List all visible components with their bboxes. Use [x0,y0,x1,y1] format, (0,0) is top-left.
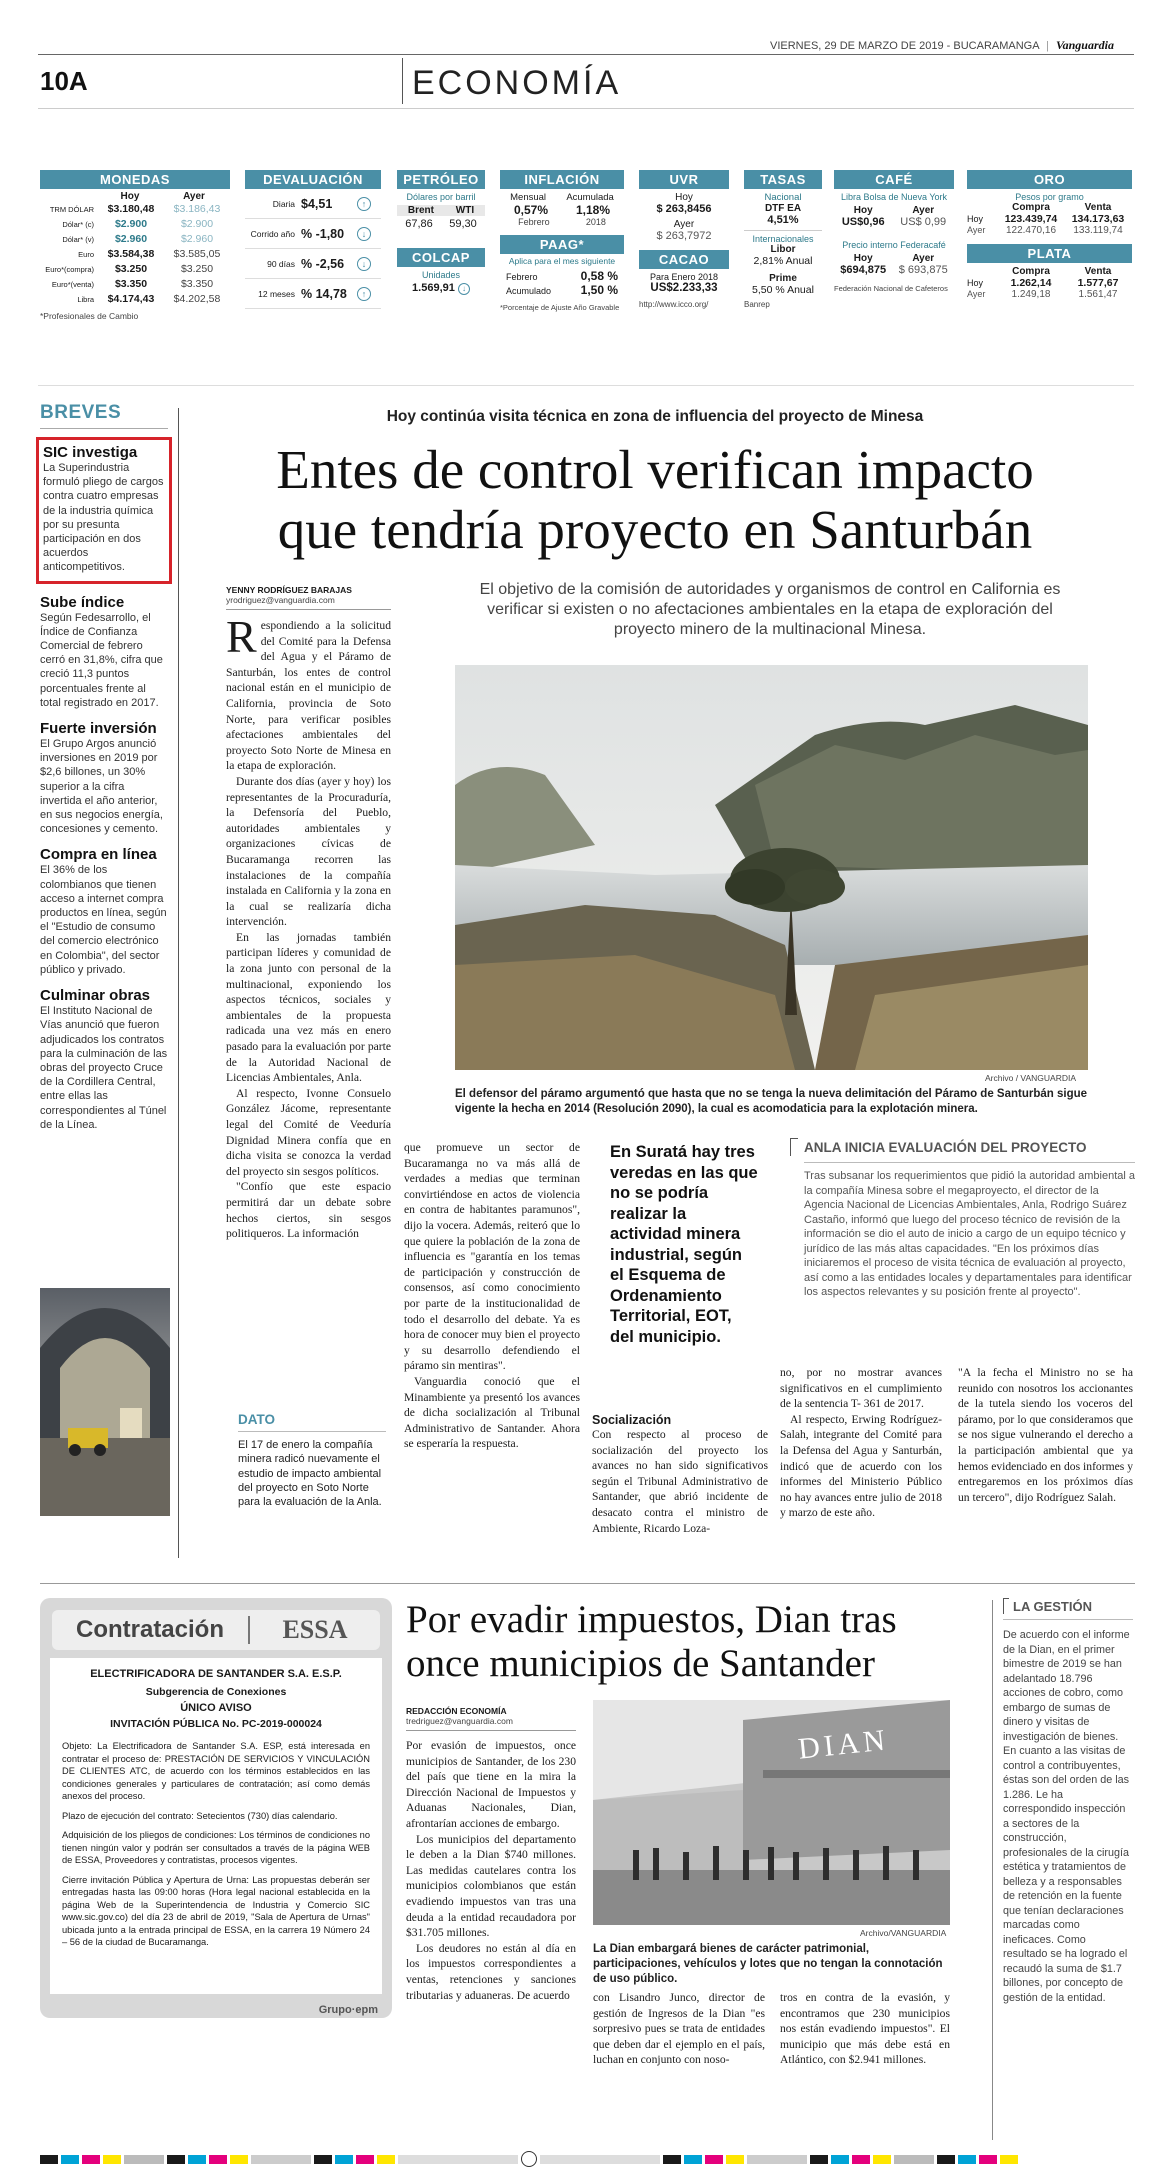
cacao-header: CACAO [639,250,729,269]
byline [226,585,391,610]
monedas-row-ayer: $3.186,43 [173,203,221,215]
dian-photo [593,1700,950,1925]
ad-p1: Objeto: La Electrificadora de Santander S.A. ESP, está interesada en contratar el proceso de: PRESTACIÓN DE SERVICIOS Y VINCULACIÓN DE CLIENTES ATC, de acuerdo con los términos establecidos en las condiciones generales y particulares de contratación; así como demás anexos del proceso. [62,1741,370,1801]
colcap-sub: Unidades [421,270,461,280]
brief-text: El Grupo Argos anunció inversiones en 2019 por $2,6 billones, un 30% superior a la cifra invertida el año anterior, en sus negocios energía, concesiones y cemento. [40,738,163,836]
article-col-4 [780,1365,942,1521]
monedas-row [40,232,230,247]
devaluacion-row [245,219,381,249]
brief-text: El 36% de los colombianos que tienen acceso a internet compra productos en línea, según el "Estudio de consumo del comercio electrónico en Colombia", del sector público y privado. [40,864,167,976]
paragraph: De acuerdo con el informe de la Dian, en el primer bimestre de 2019 se han adelantado 18.796 acciones de cobro, como embargo de sumas de dinero y visitas de investigación de bienes. [1003,1629,1130,1743]
paragraph: Respondiendo a la solicitud del Comité para la Defensa del Agua y el Páramo de Santurbán, los entes de control nacional están en el municipio de California, provincia de Soto Norte, para verificar posibles afectaciones ambientales del proyecto Soto Norte de Minesa en la etapa de exploración. [226,611,391,773]
devaluacion-row [245,249,381,279]
monedas-row-ayer: $2.900 [180,218,214,230]
paag-acum: 1,50 % [580,283,618,297]
brief-text: La Superindustria formuló pliego de cargos contra cuatro empresas de la industria química por su presunta participación en dos acuerdos anticompetitivos. [43,462,164,574]
dian-col-3 [780,1990,950,2068]
oro-box [967,170,1132,300]
monedas-row-ayer: $3.350 [180,278,214,290]
monedas-col-hoy: Hoy [120,191,140,202]
cacao-note: http://www.icco.org/ [639,300,709,309]
col4-text [780,1365,942,1521]
brief-title: Compra en línea [40,846,157,864]
section-title: ECONOMÍA [412,64,622,102]
ad-sub: Subgerencia de Conexiones [145,1686,287,1698]
plata-hoy-venta: 1.577,67 [1077,277,1119,289]
wti-label: WTI [455,205,475,216]
cafe-header: CAFÉ [834,170,954,189]
article-deck: El objetivo de la comisión de autoridades y organismos de control en California es verificar si existen o no afectaciones ambientales en la etapa de exploración del proyecto minero de la multinacional Minesa. [479,581,1061,638]
paragraph: tros en contra de la evasión, y encontramos que 230 municipios nos están evadiendo impuestos". El municipio que más debe está en Atlántico, con $2.941 millones. [780,1991,950,2067]
cafe-int-hoy: $694,875 [840,264,887,276]
brief-item[interactable] [40,846,168,977]
dateline: VIERNES, 29 DE MARZO DE 2019 - BUCARAMANGA | Vanguardia [770,38,1114,52]
wti-value: 59,30 [449,218,477,230]
dian-byline-name: REDACCIÓN ECONOMÍA [406,1706,507,1716]
monedas-row [40,217,230,232]
paragraph: Vanguardia conoció que el Minambiente ya presentó los avances de dicha socialización al Tribunal Administrativo de Santander. Ahora se esperaría la respuesta. [404,1374,580,1451]
paragraph: Los deudores no están al día en los impuestos correspondientes a ventas, retenciones y sanciones tributarias y aduaneras. De acuerdo [406,1941,576,2002]
dian-sign: DIAN [796,1723,891,1766]
cafe-sub2: Precio interno Federacafé [842,240,946,250]
gestion-box [1003,1598,1133,2005]
ad-p4: Cierre invitación Pública y Apertura de Urna: Las propuestas deberán ser entregadas hasta las 09:00 horas (Hora legal nacional establecida en la página Web de la Superintendencia de Industria y Comercio SIC www.sic.gov.co) del día 23 de abril de 2019, "Sala de Apertura de Urnas" ubicada junto a la entrada principal de ESSA, en la carrera 19 Número 24 – 56 de la ciudad de Bucaramanga. [62,1874,370,1947]
cafe-ny-ayer: US$ 0,99 [900,216,947,228]
cafe-ny-hoy: US$0,96 [841,216,885,228]
tasas-box [744,170,822,309]
dian-photo-credit: Archivo/VANGUARDIA [860,1928,947,1938]
paragraph: no, por no mostrar avances significativos en el cumplimiento de la sentencia T- 361 de 2017. [780,1366,942,1411]
uvr-box [639,170,729,309]
paragraph: Al respecto, Erwing Rodríguez-Salah, integrante del Comité para la Defensa del Agua y Santurbán, indicó que de acuerdo con los informes del Ministerio Público no hay avances entre julio de 2018 y marzo de este año. [780,1412,942,1520]
col5-text [958,1365,1133,1505]
paag-header: PAAG* [500,235,624,254]
monedas-row [40,247,230,262]
dian-headline-line1: Por evadir impuestos, Dian tras [406,1598,897,1641]
paragraph: que promueve un sector de Bucaramanga no va más allá de verdades a medias que terminan convirtiéndose en actos de violencia en contra de habitantes paramunos", dijo la vocera. Además, reiteró que lo que quiere la población de la zona de influencia es "garantía en los temas de participación y construcción de consensos, así como conocimiento por parte de la institucionalidad de todo el desarrollo del debate. Ya es hora de conocer muy bien el proyecto y su desarrollo defendiendo el páramo sin mentiras". [404,1141,580,1373]
ad-title: Contratación [75,1616,224,1643]
cafe-int-ayer: $ 693,875 [898,264,948,276]
tasas-line2: DTF EA [764,203,802,214]
prime-label: Prime [769,273,797,284]
cafe-hoy-label: Hoy [853,205,873,216]
devaluacion-row-label: Corrido año [250,228,295,239]
brief-item[interactable] [40,987,168,1132]
ad-p3: Adquisición de los pliegos de condiciones: Los términos de condiciones no tienen ningún valor y podrán ser consultados a través de la página WEB de ESSA, Proveedores y contratistas, procesos vigentes. [62,1830,370,1865]
headline-line1: Entes de control verifican impacto [276,439,1034,500]
photo-credit: Archivo / VANGUARDIA [985,1073,1077,1083]
devaluacion-row-label: Diaria [272,198,295,209]
cafe-note: Federación Nacional de Cafeteros [834,284,948,293]
monedas-rows [40,202,230,307]
oro-hoy-label: Hoy [967,214,984,224]
monedas-row-ayer: $3.585,05 [173,248,221,260]
dateline-text: VIERNES, 29 DE MARZO DE 2019 - BUCARAMANGA [770,40,1039,52]
petroleo-box [397,170,485,295]
anla-text: Tras subsanar los requerimientos que pidió la autoridad ambiental a la compañía Minesa sobre el megaproyecto, el director de la Agencia Nacional de Licencias Ambientales, Anla, Rodrigo Suárez Castaño, informó que luego del proceso técnico de revisión de la información se dio el auto de inicio a cargo de un equipo técnico y jurídico de las más altas capacidades. "En los próximos días iniciaremos el proceso de visita técnica de evaluación al proyecto, así como a las entidades locales y departamentales para identificar los aspectos relevantes y su posición frente al proyecto". [804,1170,1136,1298]
brief-item[interactable] [36,437,172,584]
inflacion-period2: 2018 [585,217,606,227]
plata-venta-label: Venta [1084,266,1112,277]
oro-ayer-compra: 122.470,16 [1005,225,1057,236]
devaluacion-row-label: 12 meses [258,288,295,299]
monedas-row [40,277,230,292]
dian-byline-email: tredriguez@vanguardia.com [406,1716,513,1726]
tunnel-photo [40,1288,170,1516]
headline-line2: que tendría proyecto en Santurbán [277,499,1033,560]
devaluacion-row-value: $4,51 [301,196,333,211]
monedas-row-label: Euro*(compra) [45,265,94,274]
ad-unico: ÚNICO AVISO [180,1702,252,1714]
tasas-intl: Internacionales [752,234,814,244]
page-number: 10A [40,66,88,96]
photo-caption: El defensor del páramo argumentó que hasta que no se tenga la nueva delimitación del Páramo de Santurbán sigue vigente la hecha en 2014 (Resolución 2090), la cual es acomodaticia para la explotación minera. [455,1088,1088,1115]
uvr-hoy-label: Hoy [675,192,693,203]
monedas-row-label: TRM DÓLAR [49,205,94,214]
brief-text: Según Fedesarrollo, el Índice de Confianza Comercial de febrero cerró en 31,8%, cifra que creció 11,3 puntos porcentuales frente al total registrado en 2017. [40,611,163,709]
arrow-down-icon: ↓ [357,227,371,241]
plata-ayer-venta: 1.561,47 [1078,289,1118,300]
anla-title: ANLA INICIA EVALUACIÓN DEL PROYECTO [804,1139,1087,1155]
monedas-row-hoy: $3.250 [114,263,148,275]
devaluacion-row-value: % -1,80 [301,226,345,241]
brief-title: Fuerte inversión [40,720,157,738]
dato-title: DATO [238,1412,275,1427]
oro-sub: Pesos por gramo [1015,192,1084,202]
monedas-row-label: Euro [78,250,94,259]
arrow-up-icon: ↑ [357,197,371,211]
monedas-row-ayer: $2.960 [180,233,214,245]
paragraph: Con respecto al proceso de socialización del proyecto los avances no han sido significativos según el Tribunal Administrativo de Santander, que abrió incidente de desacato contra el ministro de Ambiente, Ricardo Loza- [592,1428,768,1535]
inflacion-box [500,170,624,312]
oro-ayer-venta: 133.119,74 [1073,225,1123,236]
devaluacion-row-label: 90 días [267,258,295,269]
col1-text [226,611,391,1242]
monedas-row-label: Dólar* (v) [62,235,94,244]
gestion-title: LA GESTIÓN [1013,1598,1092,1614]
inflacion-mensual: 0,57% [513,203,549,217]
devaluacion-header: DEVALUACIÓN [245,170,381,189]
paragraph: Al respecto, Ivonne Consuelo González Jácome, representante legal del Comité de Veeduría Dignidad Minera confía que en dicha visita se conozca la verdad del proyecto sin sesgos políticos. [226,1086,391,1178]
ad-company: ELECTRIFICADORA DE SANTANDER S.A. E.S.P. [90,1668,342,1680]
anla-box [790,1138,1135,1300]
arrow-down-icon: ↓ [357,257,371,271]
devaluacion-rows [245,189,381,309]
dian-col3-text [780,1990,950,2068]
oro-ayer-label: Ayer [967,225,986,235]
monedas-note: *Profesionales de Cambio [40,311,139,321]
petroleo-header: PETRÓLEO [397,170,485,189]
monedas-header: MONEDAS [40,170,230,189]
gestion-text [1003,1628,1133,2005]
dian-headline [406,1598,986,1686]
dian-col1-text [406,1738,576,2003]
tasas-dtf: 4,51% [767,214,799,226]
inflacion-period1: Febrero [518,217,550,227]
cafe-box [834,170,954,293]
oro-header: ORO [967,170,1132,189]
oro-venta-label: Venta [1084,202,1112,213]
dian-caption: La Dian embargará bienes de carácter patrimonial, participaciones, vehículos y lotes que no tengan la connotación de uso público. [593,1943,943,1985]
article-col-1 [226,611,391,1242]
col2-text [404,1140,580,1452]
cacao-value: US$2.233,33 [650,282,718,294]
uvr-ayer: $ 263,7972 [656,230,712,242]
brief-title: Sube índice [40,593,125,611]
article-col-5 [958,1365,1133,1505]
plata-hoy-label: Hoy [967,278,984,288]
byline-name: YENNY RODRÍGUEZ BARAJAS [226,585,352,595]
brief-item[interactable] [40,720,168,836]
paragraph: En las jornadas también participan líderes y comunidad de la zona junto con personal de la multinacional, exponiendo los aspectos técnicos, sociales y ambientales de la propuesta radicada una vez más en enero pasado para la evaluación por parte de la Autoridad Nacional de Licencias Ambientales, Anla. [226,930,391,1085]
paag-feb: 0,58 % [580,269,618,283]
main-photo [455,665,1088,1070]
brief-title: Culminar obras [40,987,151,1005]
cafe-hoy-label-2: Hoy [853,253,873,264]
colcap-header: COLCAP [397,248,485,267]
socializacion-title: Socialización [592,1413,672,1427]
article-col-2 [404,1140,580,1452]
drop-cap: R [226,611,257,662]
monedas-row-hoy: $2.900 [114,218,148,230]
oro-compra-label: Compra [1012,202,1050,213]
monedas-row [40,262,230,277]
tasas-header: TASAS [744,170,822,189]
devaluacion-row [245,279,381,309]
devaluacion-row-value: % -2,56 [301,256,345,271]
article-kicker: Hoy continúa visita técnica en zona de influencia del proyecto de Minesa [386,408,924,425]
dato-box [238,1412,386,1509]
brand-logo: Vanguardia [1055,38,1114,52]
colcap-value: 1.569,91 [412,282,455,294]
paragraph: con Lisandro Junco, director de gestión de Ingresos de la Dian "es sorpresivo pues se trata de entidades que deben dar el ejemplo en el país, luchan en conjunto con noso- [593,1991,765,2067]
monedas-row-hoy: $4.174,43 [107,293,155,305]
plata-ayer-compra: 1.249,18 [1011,289,1051,300]
monedas-row-ayer: $4.202,58 [173,293,221,305]
monedas-row-hoy: $3.584,38 [107,248,155,260]
paragraph: Durante dos días (ayer y hoy) los representantes de la Procuraduría, la Defensoría del Pueblo, autoridades ambientales y organizaciones cívicas de Bucaramanga recorren las instalaciones de la compañía instalada en California y la zona en la cual se realizaría dicha intervención. [226,774,391,929]
uvr-ayer-label: Ayer [673,219,695,230]
socializacion-block [592,1413,768,1536]
plata-ayer-label: Ayer [967,289,986,299]
brief-text: El Instituto Nacional de Vías anunció que fueron adjudicados los contratos para la culminación de las obras del proyecto Cruce de la Cordillera Central, entre ellas las correspondientes al Túnel de la Línea. [40,1005,168,1131]
paag-sub: Aplica para el mes siguiente [508,256,616,266]
brief-item[interactable] [40,594,168,710]
monedas-col-ayer: Ayer [183,191,205,202]
paragraph: En cuanto a las visitas de control a contribuyentes, éstas son del orden de las 1.286. Le ha correspondido inspección a sectores de la construcción, profesionales de la cirugía estética y tratamientos de belleza y a responsables de retención en la fuente que tenían declaraciones marcadas como ineficaces. Como resultado se ha logrado el recaudó la suma de $1.7 billones, por concepto de gestión de la entidad. [1003,1745,1130,2004]
tasas-note: Banrep [744,300,770,309]
cafe-sub1: Libra Bolsa de Nueva York [840,192,948,202]
monedas-row-label: Euro*(venta) [51,280,94,289]
paragraph: Por evasión de impuestos, once municipios de Santander, de los 230 del país que tiene en la mira la Dirección Nacional de Impuestos y Aduanas Nacionales, Dian, afrontarían acciones de embargo. [406,1739,576,1830]
brent-label: Brent [407,205,434,216]
arrow-up-icon: ↑ [357,287,371,301]
ad-essa[interactable] [40,1598,392,2018]
monedas-row-label: Libra [77,295,94,304]
devaluacion-row-value: % 14,78 [301,286,347,301]
paag-feb-label: Febrero [506,272,538,282]
libor-value: 2,81% Anual [753,255,813,267]
paragraph: "Confío que este espacio permitirá dar un debate sobre hechos ciertos, sin sesgos politiqueros. La información [226,1180,391,1241]
libor-label: Libor [770,244,796,255]
inflacion-acumulada: 1,18% [575,203,611,217]
brent-value: 67,86 [405,218,433,230]
arrow-down-icon: ↓ [458,283,470,295]
inflacion-mensual-label: Mensual [510,192,547,203]
ad-brand: ESSA [282,1615,348,1644]
uvr-hoy: $ 263,8456 [656,203,712,215]
ad-footer-logo: Grupo·epm [318,2004,378,2016]
cafe-ayer-label-2: Ayer [912,253,935,264]
oro-hoy-compra: 123.439,74 [1004,213,1058,225]
devaluacion-box [245,170,381,309]
uvr-header: UVR [639,170,729,189]
article-headline [180,440,1130,560]
monedas-row [40,202,230,217]
byline-email: yrodriguez@vanguardia.com [226,595,335,605]
oro-hoy-venta: 134.173,63 [1071,213,1125,225]
dian-col-1 [406,1738,576,2003]
paag-note: *Porcentaje de Ajuste Año Gravable [500,303,620,312]
col3-text [592,1427,768,1536]
plata-header: PLATA [967,244,1132,263]
prime-value: 5,50 % Anual [752,284,814,296]
paragraph: "A la fecha el Ministro no se ha reunido con nosotros los accionantes de la tutela siendo los voceros del páramo, por lo que consideramos que se nos sigue vulnerando el derecho a la participación ambiental que ya hemos evidenciado en dos informes y entregaremos en los próximos días un tercero", dijo Rodríguez Salah. [958,1366,1133,1504]
inflacion-acumulada-label: Acumulada [566,192,614,203]
plata-hoy-compra: 1.262,14 [1010,277,1052,289]
registration-bar [40,2155,1132,2167]
ad-invitation: INVITACIÓN PÚBLICA No. PC-2019-000024 [110,1718,322,1730]
monedas-row [40,292,230,307]
dian-byline [406,1706,576,1731]
dian-headline-line2: once municipios de Santander [406,1642,875,1685]
ad-p2: Plazo de ejecución del contrato: Setecientos (730) días calendario. [62,1810,338,1821]
monedas-row-hoy: $3.350 [114,278,148,290]
dato-text: El 17 de enero la compañía minera radicó nuevamente el estudio de impacto ambiental del proyecto en Soto Norte para la evaluación de la Anla. [238,1439,382,1509]
breves-title: BREVES [40,402,122,423]
monedas-row-ayer: $3.250 [180,263,214,275]
breves-column [40,402,168,1132]
dian-col-2 [593,1990,765,2068]
paag-acum-label: Acumulado [506,286,552,296]
devaluacion-row [245,189,381,219]
monedas-box [40,170,230,321]
paragraph: Los municipios del departamento le deben a la Dian $740 millones. Las medidas cautelares contra los municipios colombianos que están evadiendo impuestos van tras una deuda a la entidad recaudadora por $31.705 millones. [406,1832,576,1940]
brief-title: SIC investiga [43,444,138,461]
cacao-sub: Para Enero 2018 [649,272,719,282]
cafe-ayer-label: Ayer [912,205,935,216]
petroleo-sub: Dólares por barril [406,192,476,202]
tasas-line1: Nacional [764,192,802,203]
inflacion-header: INFLACIÓN [500,170,624,189]
pull-quote: En Suratá hay tres veredas en las que no se podría realizar la actividad minera industrial, según el Esquema de Ordenamiento Territorial, EOT, del municipio. [610,1143,758,1346]
plata-compra-label: Compra [1012,266,1050,277]
monedas-row-hoy: $3.180,48 [107,203,155,215]
monedas-row-label: Dólar* (c) [62,220,94,229]
monedas-row-hoy: $2.960 [114,233,148,245]
dian-col2-text [593,1990,765,2068]
